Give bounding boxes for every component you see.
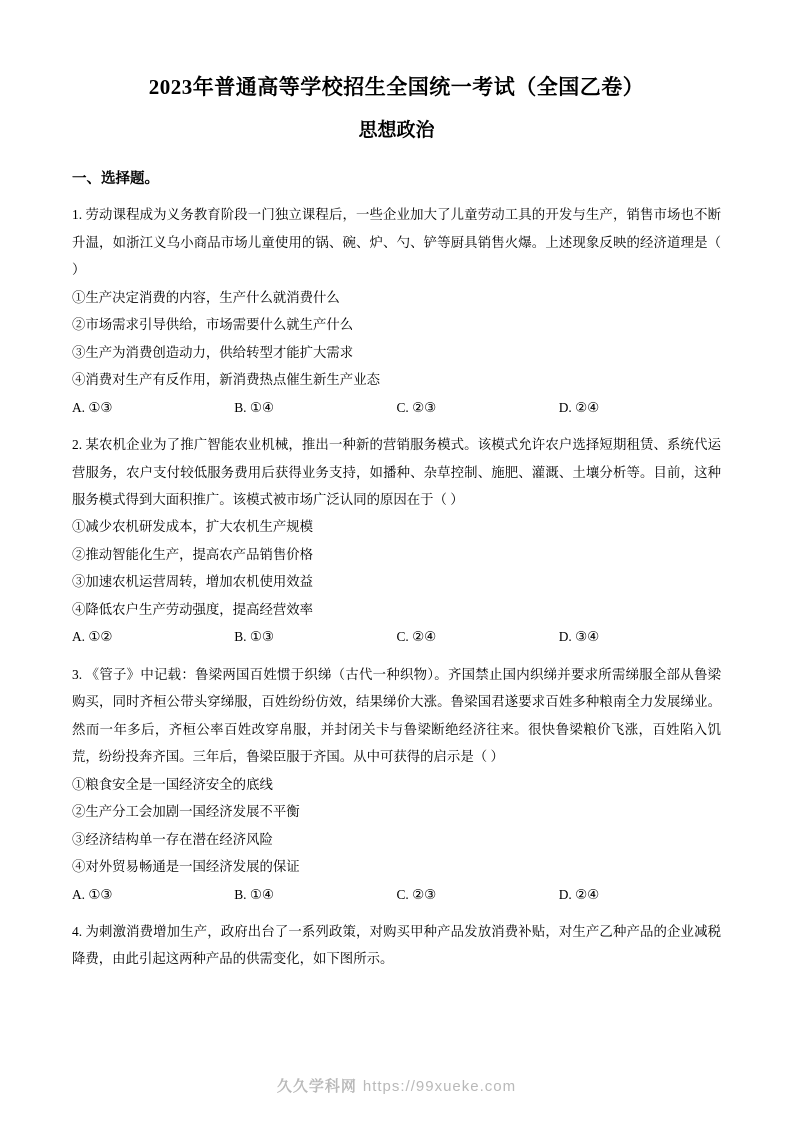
watermark-url: https://99xueke.com <box>362 1078 517 1095</box>
choice-a: A. ①③ <box>72 886 113 902</box>
choice-b: B. ①④ <box>234 399 274 415</box>
question-stem: 4. 为刺激消费增加生产，政府出台了一系列政策，对购买甲种产品发放消费补贴，对生产乙种产品的企业减税降费，由此引起这两种产品的供需变化，如下图所示。 <box>72 924 721 967</box>
choice-c: C. ②③ <box>396 886 437 902</box>
question-4 <box>72 918 721 973</box>
question-option: ③加速农机运营周转，增加农机使用效益 <box>72 574 314 590</box>
question-option: ④降低农户生产劳动强度，提高经营效率 <box>72 601 314 617</box>
page-title: 2023年普通高等学校招生全国统一考试（全国乙卷） <box>148 75 645 99</box>
choice-b: B. ①④ <box>234 886 274 902</box>
question-option: ③经济结构单一存在潜在经济风险 <box>72 831 273 847</box>
question-stem: 1. 劳动课程成为义务教育阶段一门独立课程后，一些企业加大了儿童劳动工具的开发与生产，销售市场也不断升温，如浙江义乌小商品市场儿童使用的锅、碗、炉、勺、铲等厨具销售火爆。上述现象反映的经济道理是（ ） <box>72 207 721 278</box>
watermark-logo: 久久学科网 <box>276 1078 357 1095</box>
choice-d: D. ②④ <box>558 886 600 902</box>
choice-d: D. ②④ <box>558 399 600 415</box>
choice-a: A. ①② <box>72 629 113 645</box>
choice-a: A. ①③ <box>72 399 113 415</box>
choice-c: C. ②③ <box>396 399 437 415</box>
question-option: ②推动智能化生产，提高农产品销售价格 <box>72 546 314 562</box>
question-option: ④对外贸易畅通是一国经济发展的保证 <box>72 859 300 875</box>
question-option: ②市场需求引导供给，市场需要什么就生产什么 <box>72 317 354 333</box>
choice-d: D. ③④ <box>558 629 600 645</box>
question-option: ①粮食安全是一国经济安全的底线 <box>72 776 273 792</box>
question-option: ②生产分工会加剧一国经济发展不平衡 <box>72 804 300 820</box>
question-choices <box>72 623 721 650</box>
question-1 <box>72 201 721 421</box>
choice-b: B. ①③ <box>234 629 274 645</box>
section-heading: 一、选择题。 <box>72 171 159 188</box>
question-stem: 3. 《管子》中记载：鲁梁两国百姓惯于织绨（古代一种织物）。齐国禁止国内织绨并要求所需绨服全部从鲁梁购买，同时齐桓公带头穿绨服，百姓纷纷仿效，结果绨价大涨。鲁梁国君遂要求百姓多种粮南全力发展绨业。然而一年多后，齐桓公率百姓改穿帛服，并封闭关卡与鲁梁断绝经济往来。很快鲁梁粮价飞涨，百姓陷入饥荒，纷纷投奔齐国。三年后，鲁梁臣服于齐国。从中可获得的启示是（ ） <box>72 666 721 765</box>
question-2 <box>72 431 721 651</box>
question-option: ④消费对生产有反作用，新消费热点催生新生产业态 <box>72 372 380 388</box>
question-3 <box>72 661 721 908</box>
question-stem: 2. 某农机企业为了推广智能农业机械，推出一种新的营销服务模式。该模式允许农户选择短期租赁、系统代运营服务，农户支付较低服务费用后获得业务支持，如播种、杂草控制、施肥、灌溉、土壤分析等。目前，这种服务模式得到大面积推广。该模式被市场广泛认同的原因在于（ ） <box>72 437 721 507</box>
choice-c: C. ②④ <box>396 629 437 645</box>
question-option: ①生产决定消费的内容，生产什么就消费什么 <box>72 289 340 305</box>
question-option: ①减少农机研发成本，扩大农机生产规模 <box>72 519 314 535</box>
page-subtitle: 思想政治 <box>358 119 435 141</box>
question-option: ③生产为消费创造动力，供给转型才能扩大需求 <box>72 344 354 360</box>
question-choices <box>72 394 721 421</box>
watermark <box>0 1075 793 1096</box>
question-choices <box>72 881 721 908</box>
